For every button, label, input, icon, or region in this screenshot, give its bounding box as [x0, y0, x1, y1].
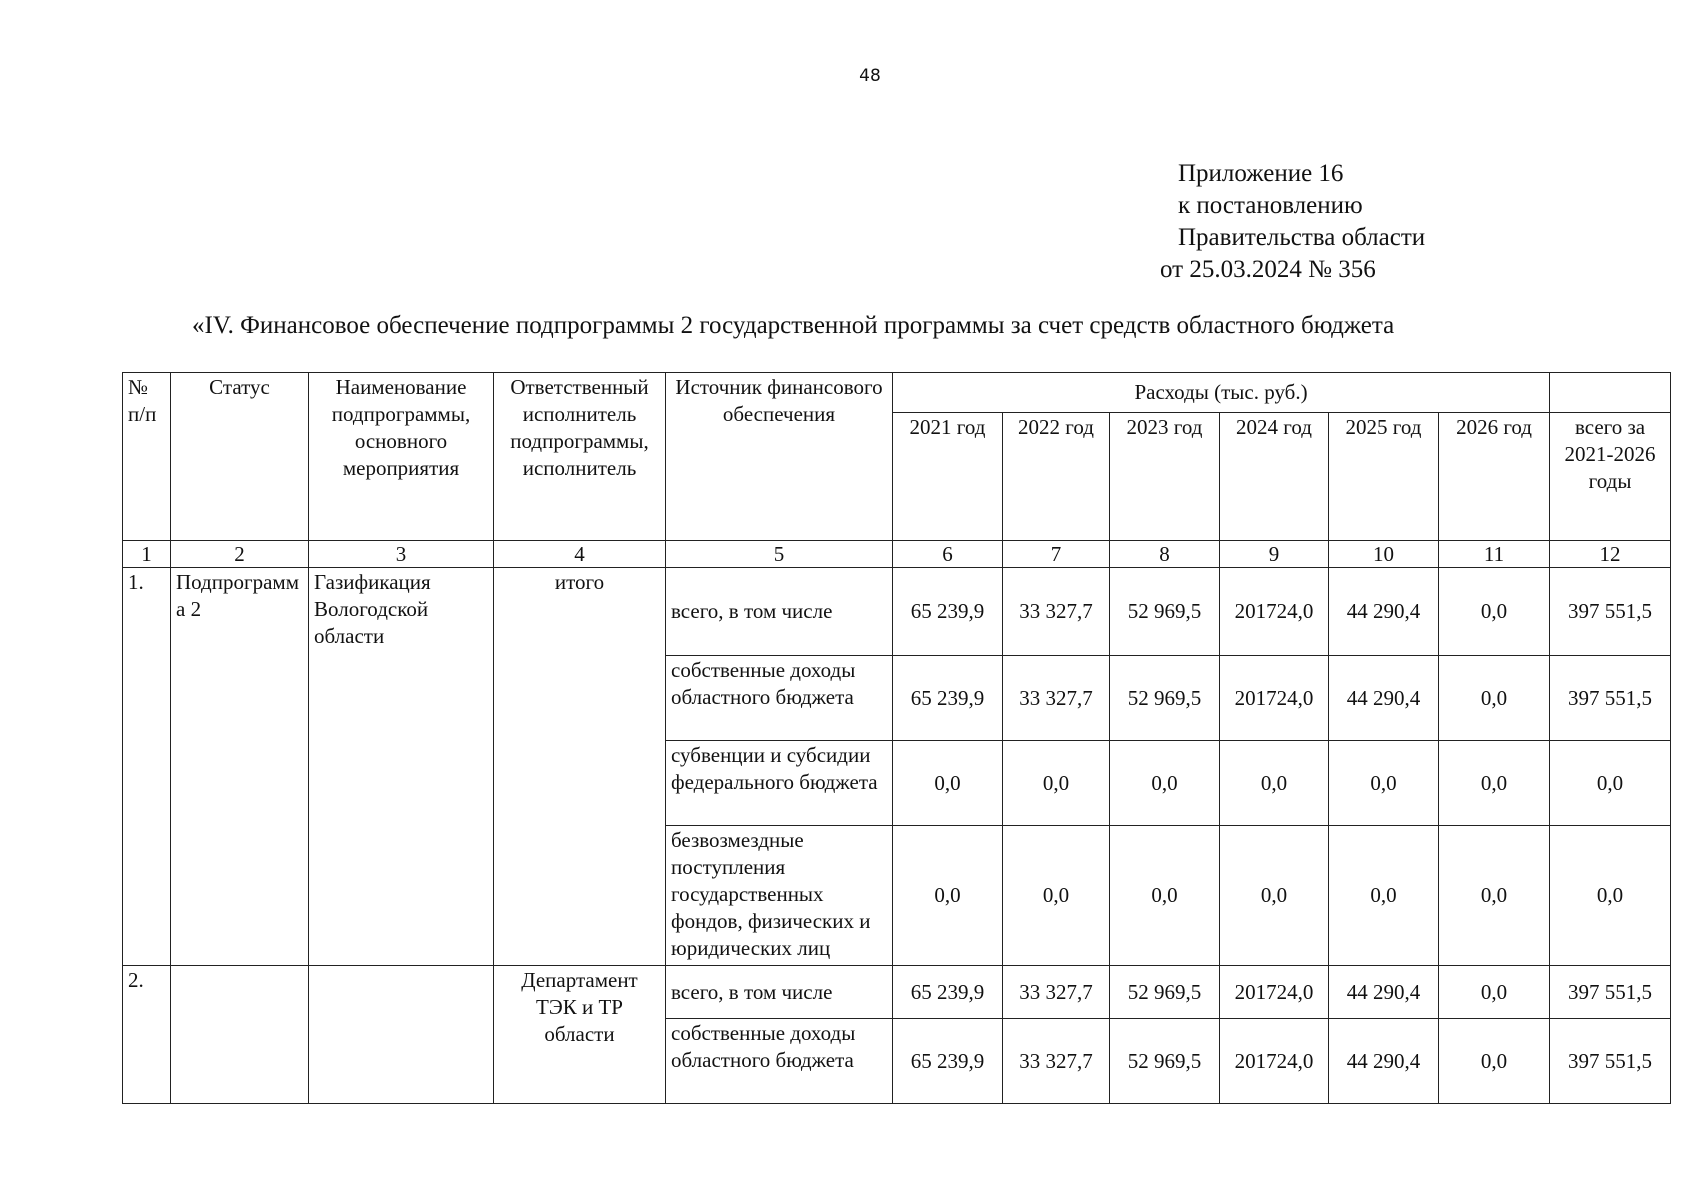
row-source: всего, в том числе — [666, 568, 893, 656]
value-cell: 0,0 — [1110, 741, 1220, 826]
header-empty-cell — [1550, 373, 1671, 413]
value-cell: 0,0 — [1329, 826, 1439, 966]
column-number: 8 — [1110, 541, 1220, 568]
row-name: Газификация Вологодской области — [309, 568, 494, 966]
row-source: всего, в том числе — [666, 966, 893, 1019]
header-status: Статус — [171, 373, 309, 541]
appendix-date-line: от 25.03.2024 № 356 — [1160, 256, 1376, 283]
value-cell: 201724,0 — [1220, 568, 1329, 656]
column-number: 4 — [494, 541, 666, 568]
value-cell: 0,0 — [893, 826, 1003, 966]
value-cell: 44 290,4 — [1329, 1019, 1439, 1104]
value-cell: 0,0 — [1220, 826, 1329, 966]
table-row — [123, 568, 1671, 656]
row-source: субвенции и субсидии федерального бюджета — [666, 741, 893, 826]
page-number: 48 — [859, 66, 881, 86]
column-number-row — [123, 541, 1671, 568]
column-number: 11 — [1439, 541, 1550, 568]
value-cell: 33 327,7 — [1003, 1019, 1110, 1104]
header-row — [123, 373, 1671, 413]
value-cell: 52 969,5 — [1110, 568, 1220, 656]
value-cell: 44 290,4 — [1329, 966, 1439, 1019]
value-cell: 65 239,9 — [893, 966, 1003, 1019]
value-cell: 0,0 — [1439, 966, 1550, 1019]
value-cell: 0,0 — [1439, 826, 1550, 966]
column-number: 1 — [123, 541, 171, 568]
value-cell: 65 239,9 — [893, 1019, 1003, 1104]
document-title: «IV. Финансовое обеспечение подпрограммы 2 государственной программы за счет средств областного бюджета — [192, 312, 1395, 339]
appendix-line: Правительства области — [1178, 224, 1426, 251]
value-cell: 201724,0 — [1220, 966, 1329, 1019]
row-num: 2. — [123, 966, 171, 1104]
value-cell: 0,0 — [1220, 741, 1329, 826]
value-cell: 65 239,9 — [893, 656, 1003, 741]
value-cell: 0,0 — [1439, 656, 1550, 741]
header-year: 2025 год — [1329, 413, 1439, 541]
header-year: 2026 год — [1439, 413, 1550, 541]
financing-table — [122, 372, 1671, 1104]
value-cell: 52 969,5 — [1110, 966, 1220, 1019]
value-cell: 0,0 — [1439, 741, 1550, 826]
value-cell: 0,0 — [893, 741, 1003, 826]
value-cell: 0,0 — [1550, 826, 1671, 966]
value-cell: 52 969,5 — [1110, 656, 1220, 741]
value-cell: 65 239,9 — [893, 568, 1003, 656]
value-cell: 44 290,4 — [1329, 568, 1439, 656]
row-status: Подпрограмма 2 — [171, 568, 309, 966]
appendix-block — [1160, 158, 1426, 286]
column-number: 3 — [309, 541, 494, 568]
value-cell: 0,0 — [1439, 1019, 1550, 1104]
row-executor: Департамент ТЭК и ТР области — [494, 966, 666, 1104]
value-cell: 397 551,5 — [1550, 1019, 1671, 1104]
header-source: Источник финансового обеспечения — [666, 373, 893, 541]
header-expenses: Расходы (тыс. руб.) — [893, 373, 1550, 413]
header-year: 2023 год — [1110, 413, 1220, 541]
value-cell: 397 551,5 — [1550, 568, 1671, 656]
value-cell: 52 969,5 — [1110, 1019, 1220, 1104]
value-cell: 0,0 — [1550, 741, 1671, 826]
value-cell: 33 327,7 — [1003, 656, 1110, 741]
header-executor: Ответственный исполнитель подпрограммы, исполнитель — [494, 373, 666, 541]
value-cell: 33 327,7 — [1003, 966, 1110, 1019]
header-total: всего за 2021-2026 годы — [1550, 413, 1671, 541]
appendix-line: к постановлению — [1178, 192, 1363, 219]
column-number: 12 — [1550, 541, 1671, 568]
value-cell: 201724,0 — [1220, 656, 1329, 741]
row-source: собственные доходы областного бюджета — [666, 1019, 893, 1104]
value-cell: 201724,0 — [1220, 1019, 1329, 1104]
value-cell: 0,0 — [1329, 741, 1439, 826]
value-cell: 0,0 — [1110, 826, 1220, 966]
value-cell: 0,0 — [1439, 568, 1550, 656]
appendix-line: Приложение 16 — [1178, 160, 1344, 187]
row-source: безвозмездные поступления государственных фондов, физических и юридических лиц — [666, 826, 893, 966]
row-num: 1. — [123, 568, 171, 966]
column-number: 6 — [893, 541, 1003, 568]
column-number: 7 — [1003, 541, 1110, 568]
value-cell: 44 290,4 — [1329, 656, 1439, 741]
column-number: 9 — [1220, 541, 1329, 568]
column-number: 5 — [666, 541, 893, 568]
column-number: 2 — [171, 541, 309, 568]
value-cell: 397 551,5 — [1550, 966, 1671, 1019]
header-year: 2022 год — [1003, 413, 1110, 541]
row-status — [171, 966, 309, 1104]
header-year: 2021 год — [893, 413, 1003, 541]
header-year: 2024 год — [1220, 413, 1329, 541]
header-num: № п/п — [123, 373, 171, 541]
row-source: собственные доходы областного бюджета — [666, 656, 893, 741]
value-cell: 397 551,5 — [1550, 656, 1671, 741]
value-cell: 0,0 — [1003, 826, 1110, 966]
header-name: Наименование подпрограммы, основного мероприятия — [309, 373, 494, 541]
value-cell: 33 327,7 — [1003, 568, 1110, 656]
value-cell: 0,0 — [1003, 741, 1110, 826]
table-row — [123, 966, 1671, 1019]
row-executor: итого — [494, 568, 666, 966]
column-number: 10 — [1329, 541, 1439, 568]
row-name — [309, 966, 494, 1104]
